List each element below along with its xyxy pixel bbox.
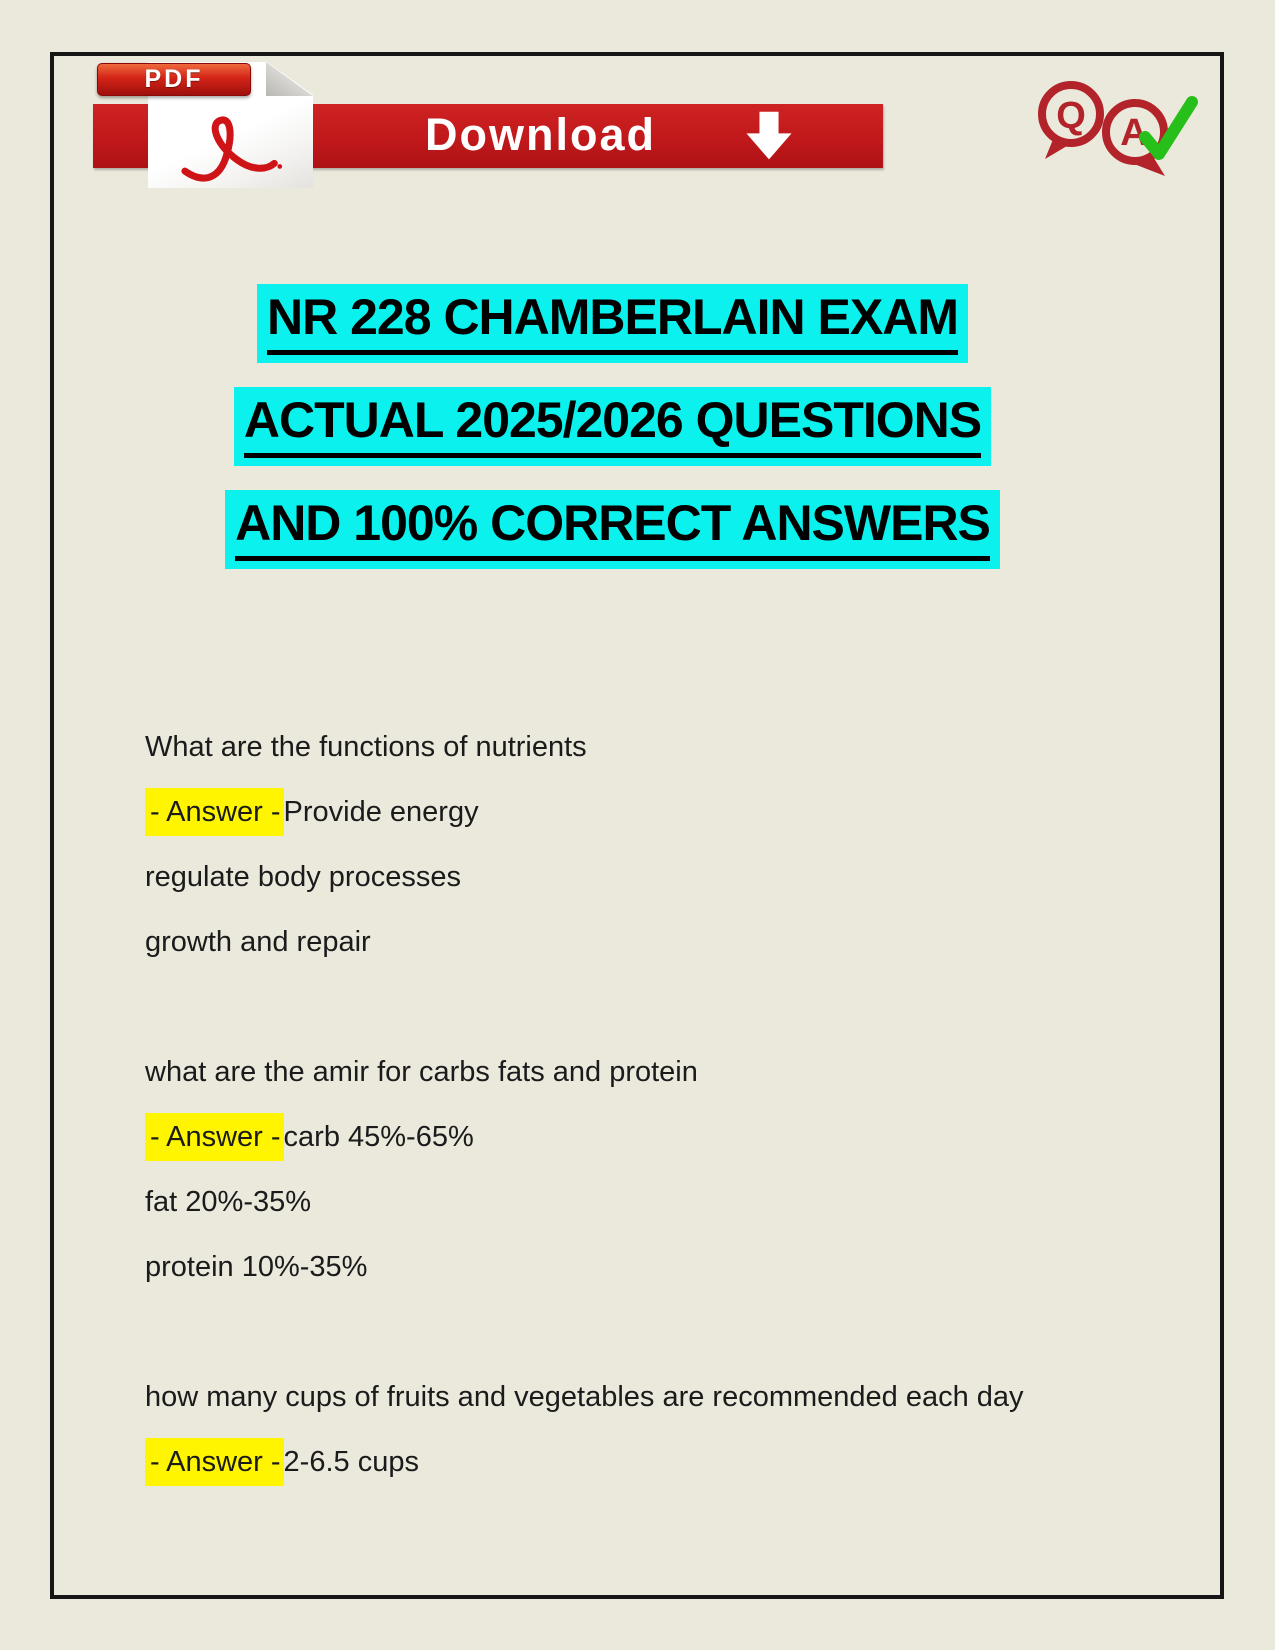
answer-line xyxy=(145,1430,1155,1495)
qa-content xyxy=(145,715,1155,1495)
download-label: Download xyxy=(425,109,656,160)
title-line-text: ACTUAL 2025/2026 QUESTIONS xyxy=(244,393,981,458)
pdf-badge-label: PDF xyxy=(144,65,204,93)
answer-text: Provide energy xyxy=(283,796,479,828)
answer-label-highlight: - Answer - xyxy=(145,1113,284,1161)
section-gap xyxy=(145,975,1155,1040)
answer-extra-line: protein 10%-35% xyxy=(145,1251,368,1283)
answer-line xyxy=(145,780,1155,845)
title-line-text: NR 228 CHAMBERLAIN EXAM xyxy=(267,290,958,355)
title-line xyxy=(0,490,1225,569)
question-text: What are the functions of nutrients xyxy=(145,731,587,763)
qa-logo-letter-q: Q xyxy=(1056,95,1086,137)
answer-extra-line: regulate body processes xyxy=(145,861,461,893)
acrobat-logo-icon xyxy=(164,112,296,182)
qa-logo-letter-a: A xyxy=(1120,112,1148,154)
answer-extra-line: growth and repair xyxy=(145,926,371,958)
qa-logo-icon xyxy=(1032,74,1207,186)
answer-extra-line: fat 20%-35% xyxy=(145,1186,312,1218)
answer-text: 2-6.5 cups xyxy=(283,1446,419,1478)
title-line xyxy=(0,387,1225,466)
pdf-badge xyxy=(97,63,251,96)
download-arrow-icon xyxy=(743,110,795,162)
answer-line xyxy=(145,1105,1155,1170)
answer-label-highlight: - Answer - xyxy=(145,1438,284,1486)
answer-label-highlight: - Answer - xyxy=(145,788,284,836)
title-line xyxy=(0,284,1225,363)
title-line-text: AND 100% CORRECT ANSWERS xyxy=(235,496,990,561)
question-text: what are the amir for carbs fats and protein xyxy=(145,1056,698,1088)
section-gap xyxy=(145,1300,1155,1365)
question-text: how many cups of fruits and vegetables are recommended each day xyxy=(145,1381,1024,1413)
answer-text: carb 45%-65% xyxy=(283,1121,474,1153)
document-title xyxy=(0,284,1225,593)
